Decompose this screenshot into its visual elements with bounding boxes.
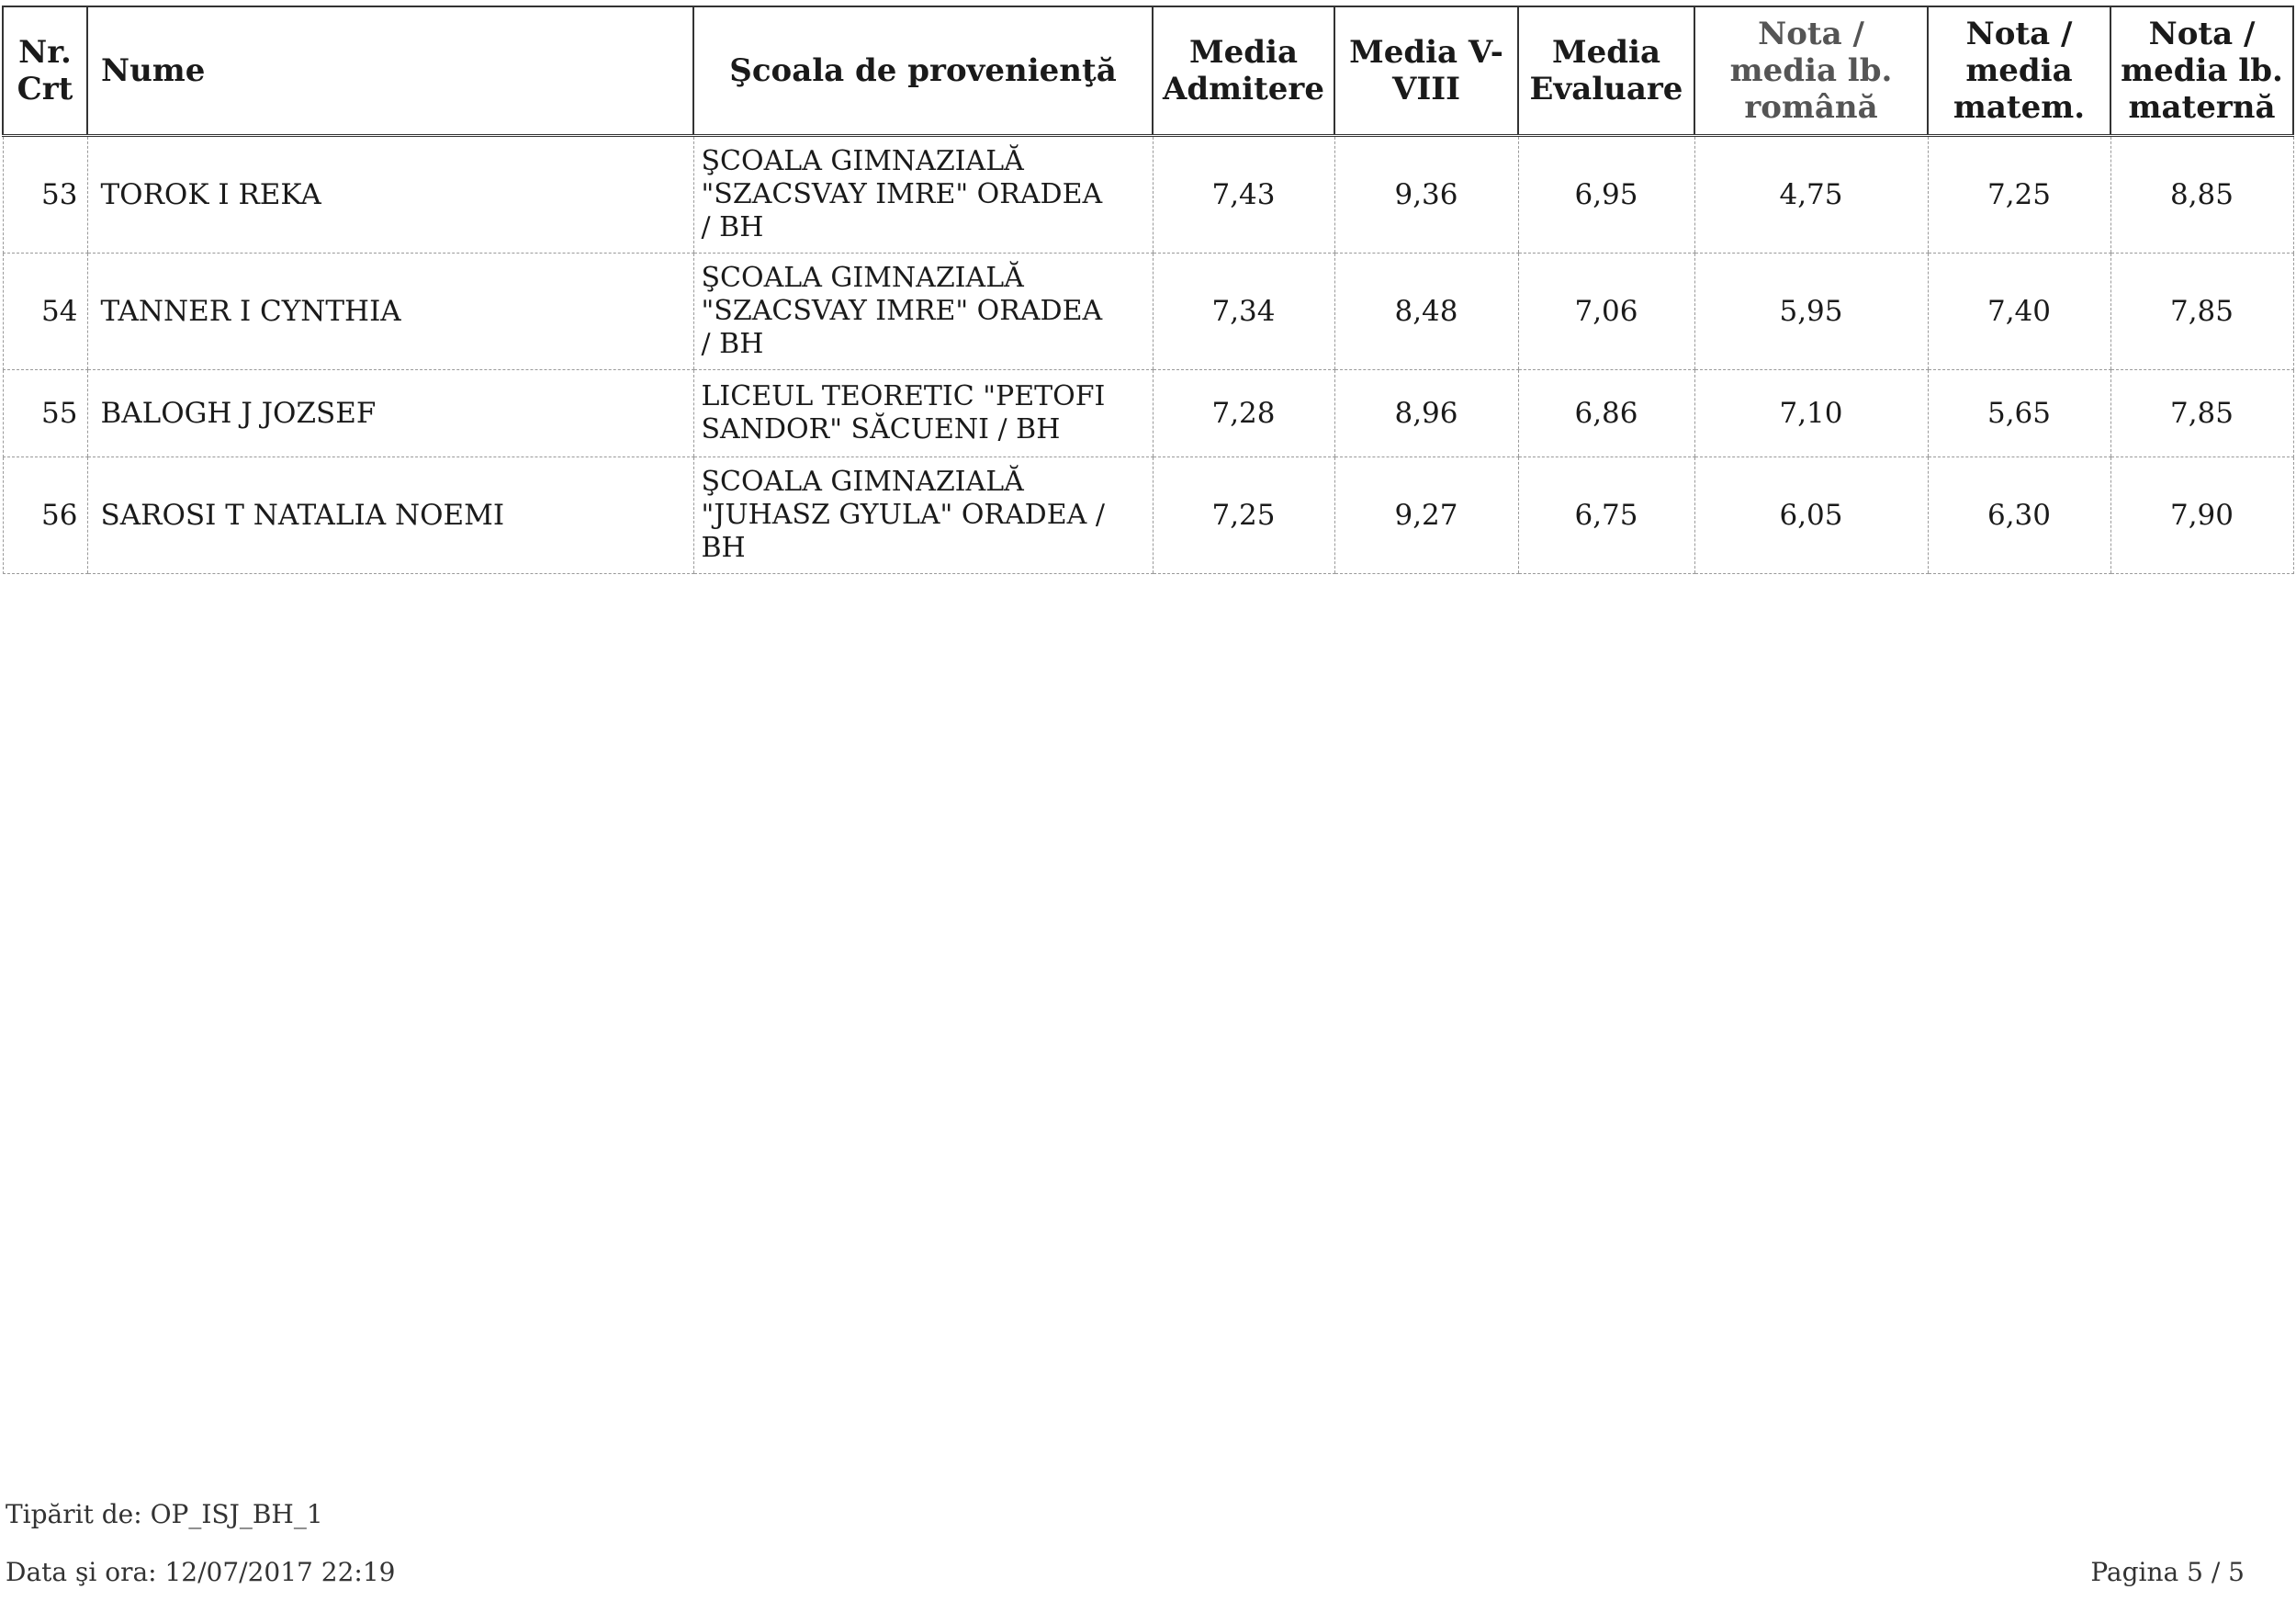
row-nota-matem: 7,40 — [1928, 254, 2110, 370]
header-media-v-viii-line-2: VIII — [1391, 71, 1461, 107]
header-media-admitere — [1153, 6, 1334, 136]
table-row — [3, 254, 2293, 370]
row-school-line: ŞCOALA GIMNAZIALĂ — [701, 145, 1024, 177]
header-nota-materna-line-2: media lb. — [2121, 52, 2283, 89]
row-school-line: ŞCOALA GIMNAZIALĂ — [701, 466, 1024, 498]
page-number: Pagina 5 / 5 — [2090, 1557, 2245, 1587]
header-nume: Nume — [87, 6, 693, 136]
header-media-admitere-line-2: Admitere — [1163, 71, 1324, 107]
row-school-line: LICEUL TEORETIC "PETOFI — [701, 380, 1106, 412]
row-school — [693, 254, 1153, 370]
header-nota-materna — [2110, 6, 2293, 136]
row-nr: 55 — [3, 370, 87, 457]
header-media-evaluare — [1518, 6, 1694, 136]
header-nota-matem-line-2: media — [1965, 52, 2073, 89]
row-nota-matem: 7,25 — [1928, 136, 2110, 254]
header-media-v-viii-line-1: Media V- — [1349, 34, 1503, 71]
row-school-line: "SZACSVAY IMRE" ORADEA — [701, 178, 1103, 210]
row-nr: 53 — [3, 136, 87, 254]
header-media-evaluare-line-2: Evaluare — [1529, 71, 1683, 107]
header-nota-romana — [1694, 6, 1928, 136]
header-nota-matem — [1928, 6, 2110, 136]
header-nota-romana-line-1: Nota / — [1758, 16, 1864, 52]
header-nr-line-1: Nr. — [18, 34, 72, 71]
row-school-line: / BH — [701, 211, 764, 243]
row-nr: 54 — [3, 254, 87, 370]
row-school-line: ŞCOALA GIMNAZIALĂ — [701, 262, 1024, 294]
row-media-evaluare: 6,75 — [1518, 457, 1694, 574]
table-row — [3, 136, 2293, 254]
row-nota-materna: 7,90 — [2110, 457, 2293, 574]
header-nr-line-2: Crt — [17, 71, 73, 107]
row-school — [693, 136, 1153, 254]
row-name: BALOGH J JOZSEF — [87, 370, 693, 457]
row-nota-matem: 5,65 — [1928, 370, 2110, 457]
header-nr-crt — [3, 6, 87, 136]
row-nota-materna: 7,85 — [2110, 254, 2293, 370]
row-media-v-viii: 9,27 — [1334, 457, 1518, 574]
header-nota-materna-line-3: maternă — [2128, 89, 2276, 126]
row-media-v-viii: 8,48 — [1334, 254, 1518, 370]
row-nota-romana: 6,05 — [1694, 457, 1928, 574]
header-media-evaluare-line-1: Media — [1552, 34, 1660, 71]
header-nota-materna-line-1: Nota / — [2148, 16, 2256, 52]
row-media-v-viii: 9,36 — [1334, 136, 1518, 254]
row-nota-romana: 5,95 — [1694, 254, 1928, 370]
row-nr: 56 — [3, 457, 87, 574]
row-media-admitere: 7,28 — [1153, 370, 1334, 457]
row-media-v-viii: 8,96 — [1334, 370, 1518, 457]
row-media-admitere: 7,25 — [1153, 457, 1334, 574]
row-media-admitere: 7,34 — [1153, 254, 1334, 370]
header-nota-matem-line-1: Nota / — [1965, 16, 2073, 52]
row-school — [693, 370, 1153, 457]
header-scoala: Şcoala de provenienţă — [693, 6, 1153, 136]
row-nota-matem: 6,30 — [1928, 457, 2110, 574]
header-media-v-viii — [1334, 6, 1518, 136]
row-name: TANNER I CYNTHIA — [87, 254, 693, 370]
admission-results-table — [2, 6, 2294, 574]
row-school-line: "JUHASZ GYULA" ORADEA / — [701, 499, 1105, 531]
row-school-line: BH — [701, 532, 746, 564]
header-nota-romana-line-3: română — [1744, 89, 1878, 126]
row-media-evaluare: 7,06 — [1518, 254, 1694, 370]
row-media-evaluare: 6,86 — [1518, 370, 1694, 457]
row-media-admitere: 7,43 — [1153, 136, 1334, 254]
row-nota-romana: 7,10 — [1694, 370, 1928, 457]
header-nota-romana-line-2: media lb. — [1729, 52, 1893, 89]
row-name: TOROK I REKA — [87, 136, 693, 254]
table-row — [3, 370, 2293, 457]
header-media-admitere-line-1: Media — [1189, 34, 1298, 71]
print-date-text: Data şi ora: 12/07/2017 22:19 — [6, 1557, 396, 1587]
header-nota-matem-line-3: matem. — [1953, 89, 2086, 126]
row-nota-materna: 8,85 — [2110, 136, 2293, 254]
printed-by-text: Tipărit de: OP_ISJ_BH_1 — [6, 1499, 323, 1529]
row-media-evaluare: 6,95 — [1518, 136, 1694, 254]
row-school — [693, 457, 1153, 574]
table-row — [3, 457, 2293, 574]
row-nota-romana: 4,75 — [1694, 136, 1928, 254]
row-name: SAROSI T NATALIA NOEMI — [87, 457, 693, 574]
row-school-line: SANDOR" SĂCUENI / BH — [701, 413, 1061, 445]
row-school-line: / BH — [701, 328, 764, 360]
row-nota-materna: 7,85 — [2110, 370, 2293, 457]
row-school-line: "SZACSVAY IMRE" ORADEA — [701, 295, 1103, 327]
table-header-row — [3, 6, 2293, 136]
